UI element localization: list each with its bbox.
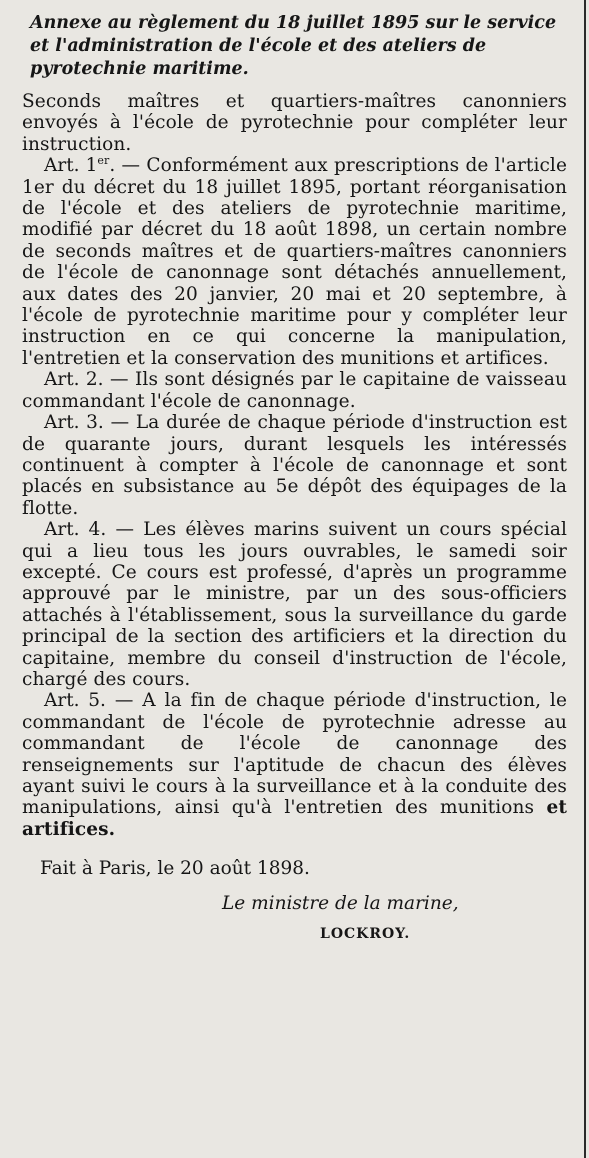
article-4-label: Art. 4 bbox=[44, 519, 101, 541]
article-4-text: . — Les élèves marins suivent un cours spécial qui a lieu tous les jours ouvrables, le samedi soir excepté. Ce cours est professé, d'après un programme approuvé par le ministre, par un des sous-officiers attachés à l'établissement, sous la surveillance du garde principal de la section des artificiers et la direction du capitaine, membre du conseil d'instruction de l'école, chargé des cours. bbox=[22, 519, 567, 690]
article-3 bbox=[22, 412, 567, 519]
article-5-label: Art. 5 bbox=[44, 690, 101, 712]
minister-title: Le ministre de la marine, bbox=[222, 893, 459, 915]
minister-name: LOCKROY. bbox=[320, 926, 411, 943]
article-4 bbox=[22, 519, 567, 690]
article-2-text: . — Ils sont désignés par le capitaine de vaisseau commandant l'école de canonnage. bbox=[22, 369, 567, 412]
signature-date-line: Fait à Paris, le 20 août 1898. bbox=[40, 858, 310, 880]
article-5 bbox=[22, 690, 567, 840]
article-3-text: . — La durée de chaque période d'instruction est de quarante jours, durant lesquels les intéressés continuent à compter à l'école de canonnage et sont placés en subsistance au 5e dépôt des équipages de la flotte. bbox=[22, 412, 568, 519]
article-2-label: Art. 2 bbox=[44, 369, 98, 391]
page-border-rule bbox=[584, 0, 586, 1158]
article-5-bold-tail: et artifices. bbox=[22, 797, 567, 840]
article-5-text: . — A la fin de chaque période d'instruction, le commandant de l'école de pyrotechnie adresse au commandant de l'école de canonnage des renseignements sur l'aptitude de chacun des élèves ayant suivi le cours à la surveillance et à la conduite des manipulations, ainsi qu'à l'entretien des munitions bbox=[22, 690, 567, 819]
article-1-label: Art. 1 bbox=[44, 155, 98, 177]
article-1 bbox=[22, 155, 567, 369]
document-title: Seconds maîtres et quartiers-maîtres canonniers envoyés à l'école de pyrotechnie pour compléter leur instruction. bbox=[22, 91, 567, 155]
annex-header: Annexe au règlement du 18 juillet 1895 sur le service et l'administration de l'école et des ateliers de pyrotechnie maritime. bbox=[30, 13, 557, 79]
article-3-label: Art. 3 bbox=[44, 412, 98, 434]
article-2 bbox=[22, 369, 567, 412]
article-1-text: . — Conformément aux prescriptions de l'article 1er du décret du 18 juillet 1895, portant réorganisation de l'école et des ateliers de pyrotechnie maritime, modifié par décret du 18 août 1898, un certain nombre de seconds maîtres et de quartiers-maîtres canonniers de l'école de canonnage sont détachés annuellement, aux dates des 20 janvier, 20 mai et 20 septembre, à l'école de pyrotechnie maritime pour y compléter leur instruction en ce qui concerne la manipulation, l'entretien et la conservation des munitions et artifices. bbox=[22, 155, 568, 369]
article-1-sup: er bbox=[97, 154, 110, 168]
